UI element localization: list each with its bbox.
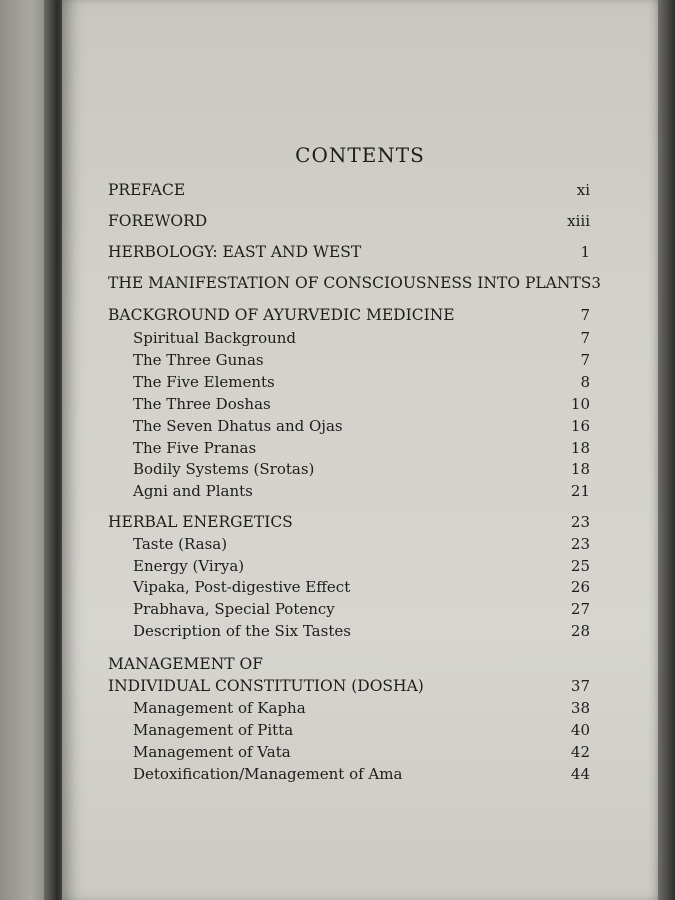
entry-label: The Seven Dhatus and Ojas — [133, 417, 343, 435]
entry-page-number: 8 — [580, 373, 590, 391]
entry-label: Bodily Systems (Srotas) — [133, 460, 315, 478]
entry-label: Prabhava, Special Potency — [133, 600, 335, 618]
entry-page-number: 21 — [570, 482, 590, 500]
toc-subentry — [133, 482, 590, 504]
entry-page-number: 40 — [570, 721, 590, 739]
entry-page-number: xiii — [567, 212, 590, 230]
entry-label: Vipaka, Post-digestive Effect — [133, 578, 351, 596]
entry-page-number: xi — [576, 181, 590, 199]
entry-label: Description of the Six Tastes — [133, 622, 351, 640]
entry-page-number: 38 — [570, 699, 590, 717]
entry-label: FOREWORD — [108, 212, 208, 230]
toc-subentry — [133, 329, 590, 351]
toc-subentry — [133, 417, 590, 439]
entry-label: Management of Kapha — [133, 699, 306, 717]
entry-label: Agni and Plants — [133, 482, 253, 500]
entry-label: INDIVIDUAL CONSTITUTION (DOSHA) — [108, 677, 424, 695]
entry-label: PREFACE — [108, 181, 186, 199]
toc-subentry — [133, 578, 590, 600]
entry-page-number: 28 — [570, 622, 590, 640]
entry-page-number: 1 — [580, 243, 590, 261]
toc-subentry — [133, 622, 590, 644]
entry-page-number: 27 — [570, 600, 590, 618]
toc-entry-background — [108, 306, 590, 328]
entry-label: The Five Elements — [133, 373, 275, 391]
entry-page-number: 3 — [591, 274, 601, 292]
entry-label: The Three Doshas — [133, 395, 271, 413]
entry-label: Management of Vata — [133, 743, 291, 761]
entry-label: Spiritual Background — [133, 329, 297, 347]
toc-subentry — [133, 743, 590, 765]
toc-entry-preface — [108, 181, 590, 203]
toc-subentry — [133, 395, 590, 417]
entry-label: BACKGROUND OF AYURVEDIC MEDICINE — [108, 306, 455, 324]
entry-label: MANAGEMENT OF — [108, 655, 263, 673]
toc-subentry — [133, 460, 590, 482]
entry-label: Energy (Virya) — [133, 557, 245, 575]
contents-page — [62, 0, 658, 900]
entry-label: Detoxification/Management of Ama — [133, 765, 403, 783]
entry-label: THE MANIFESTATION OF CONSCIOUSNESS INTO PLANTS — [108, 274, 592, 292]
toc-entry-herbal-energetics — [108, 513, 590, 535]
entry-page-number: 25 — [570, 557, 590, 575]
toc-subentry — [133, 535, 590, 557]
entry-page-number: 18 — [570, 460, 590, 478]
entry-label: HERBOLOGY: EAST AND WEST — [108, 243, 362, 261]
toc-subentry — [133, 351, 590, 373]
toc-subentry — [133, 557, 590, 579]
toc-subentry — [133, 373, 590, 395]
entry-page-number: 7 — [580, 351, 590, 369]
entry-page-number: 42 — [570, 743, 590, 761]
entry-label: Management of Pitta — [133, 721, 294, 739]
right-page-edge — [658, 0, 675, 900]
toc-entry-herbology — [108, 243, 590, 265]
page-title: CONTENTS — [295, 143, 425, 167]
entry-page-number: 18 — [570, 439, 590, 457]
toc-subentry — [133, 765, 590, 787]
entry-page-number: 7 — [580, 329, 590, 347]
toc-subentry — [133, 721, 590, 743]
entry-page-number: 16 — [570, 417, 590, 435]
toc-entry-manifestation — [108, 274, 601, 296]
entry-page-number: 23 — [570, 535, 590, 553]
entry-page-number: 23 — [570, 513, 590, 531]
entry-page-number: 26 — [570, 578, 590, 596]
toc-subentry — [133, 699, 590, 721]
entry-label: The Five Pranas — [133, 439, 257, 457]
toc-subentry — [133, 439, 590, 461]
entry-label: Taste (Rasa) — [133, 535, 228, 553]
entry-page-number: 37 — [570, 677, 590, 695]
toc-subentry — [133, 600, 590, 622]
entry-label: The Three Gunas — [133, 351, 264, 369]
toc-entry-foreword — [108, 212, 590, 234]
entry-page-number: 44 — [570, 765, 590, 783]
toc-entry-management-of — [108, 655, 590, 677]
toc-entry-individual-constitution — [108, 677, 590, 699]
entry-page-number: 10 — [570, 395, 590, 413]
entry-page-number: 7 — [580, 306, 590, 324]
entry-label: HERBAL ENERGETICS — [108, 513, 293, 531]
